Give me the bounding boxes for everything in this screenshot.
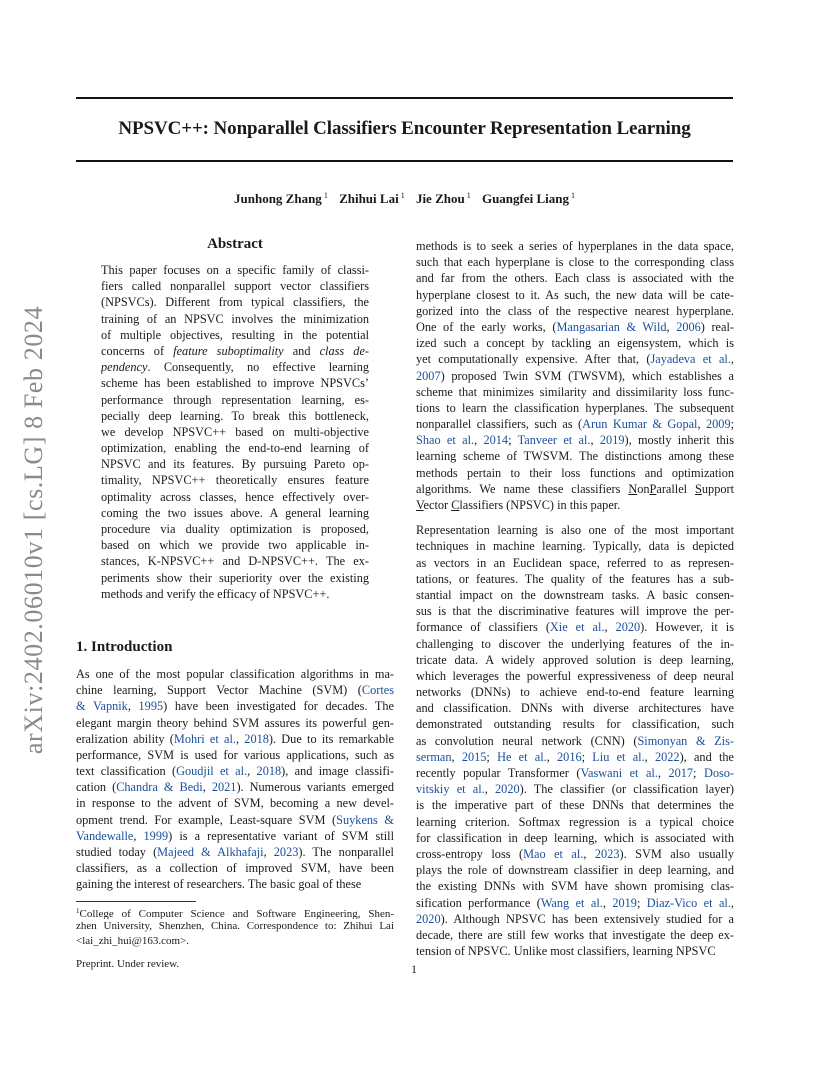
text-run: scheme has been established to improve NPSVCs’ xyxy=(101,376,369,391)
text-run: as vectors in an Euclidean space, referred to as represen- xyxy=(416,555,734,570)
text-run: ector xyxy=(423,498,452,512)
footnote-line: <lai_zhi_hui@163.com>. xyxy=(76,935,189,947)
text-run: methods is to seek a series of hyperplanes in the data space, xyxy=(416,239,734,253)
text-run: and xyxy=(283,343,320,358)
citation-link[interactable]: Jayadeva et al. xyxy=(650,352,731,367)
text-run: ), and image classifi- xyxy=(281,764,394,779)
text-run: , xyxy=(235,731,245,746)
abstract-body xyxy=(101,262,369,602)
text-line xyxy=(76,731,394,747)
citation-link[interactable]: 2006 xyxy=(676,319,701,334)
text-run: optimality across classes, hence effectively over- xyxy=(101,489,369,504)
citation-link[interactable]: serman xyxy=(416,749,452,764)
text-run: fiers called nonparallel support vector classifiers xyxy=(101,279,369,294)
text-run: stantial impact on the downstream tasks. A basic consen- xyxy=(416,587,734,602)
text-run: ; xyxy=(636,895,647,910)
affiliation-marker: 1 xyxy=(400,191,405,200)
text-run: yet computationally expensive. After that, ( xyxy=(416,352,651,367)
text-run: formance of classifiers ( xyxy=(416,620,550,635)
text-run: on xyxy=(637,481,650,496)
citation-link[interactable]: Arun Kumar & Gopal xyxy=(582,417,698,432)
citation-link[interactable]: Vandewalle xyxy=(76,828,134,843)
text-run: plays the role of downstream classifier in deep learning, and xyxy=(416,863,734,878)
text-run: ), mostly inherit this xyxy=(624,433,734,448)
text-line xyxy=(416,733,734,749)
text-run: cross-entropy loss ( xyxy=(416,846,524,861)
acronym-letter: S xyxy=(695,481,702,496)
text-run: procedure via duality optimization is proposed, xyxy=(101,522,369,536)
text-run: and far from the others. Each class is associated with the xyxy=(416,271,734,286)
footnote-rule xyxy=(76,901,196,902)
representation-learning-paragraph xyxy=(416,522,734,959)
text-run: (NPSVCs). Different from typical classifiers, the xyxy=(101,295,369,310)
citation-link[interactable]: 2017 xyxy=(668,766,694,780)
citation-link[interactable]: 2015 xyxy=(461,749,487,764)
text-run: networks (DNNs) to achieve end-to-end feature learning xyxy=(416,685,734,700)
citation-link[interactable]: 2020 xyxy=(615,620,641,635)
text-line xyxy=(416,846,734,862)
text-run: , xyxy=(484,782,496,797)
citation-link[interactable]: 2019 xyxy=(612,895,637,910)
text-run: , xyxy=(263,845,274,859)
text-line xyxy=(416,481,734,497)
text-line xyxy=(416,878,734,894)
text-line xyxy=(416,497,734,513)
text-line xyxy=(416,943,734,959)
text-run: training of an NPSVC involves the minimization xyxy=(101,311,369,326)
text-line xyxy=(76,698,394,714)
text-run: ) have been investigated for decades. The xyxy=(163,699,394,714)
citation-link[interactable]: 2014 xyxy=(483,433,509,448)
text-run: methods and verify the efficacy of NPSVC++. xyxy=(101,586,330,601)
text-line xyxy=(416,522,734,538)
text-run: hyperplane closest to it. As such, the new data will be cate- xyxy=(416,287,734,302)
text-run: , xyxy=(590,433,600,448)
affiliation-footnote xyxy=(76,904,394,949)
left-column xyxy=(76,236,394,893)
citation-link[interactable]: 2019 xyxy=(599,433,625,448)
text-run: ) real- xyxy=(700,319,734,334)
emphasis-text: class de- xyxy=(319,343,369,358)
citation-link[interactable]: 2023 xyxy=(273,845,299,859)
text-line xyxy=(416,555,734,571)
text-line xyxy=(76,715,394,731)
citation-link[interactable]: 2018 xyxy=(244,731,269,746)
text-run: Representation learning is also one of the most important xyxy=(416,523,734,538)
text-line xyxy=(416,538,734,554)
citation-link[interactable]: 2016 xyxy=(557,749,582,764)
text-line xyxy=(416,287,734,303)
text-run: methods pertain to their loss functions and optimization xyxy=(416,465,734,480)
emphasis-text: pendency xyxy=(101,360,148,375)
abstract-heading: Abstract xyxy=(207,236,263,252)
text-run: such that each hyperplane is close to the corresponding class xyxy=(416,255,734,270)
text-run: algorithms. We name these classifiers xyxy=(416,481,629,496)
text-line xyxy=(416,895,734,911)
text-line xyxy=(416,351,734,367)
text-line xyxy=(101,456,369,472)
author-name: Zhihui Lai $^1$ xyxy=(339,191,405,206)
text-line xyxy=(76,747,394,763)
citation-link[interactable]: Chandra & Bedi xyxy=(116,780,203,795)
author-name: Guangfei Liang $^1$ xyxy=(481,191,575,206)
text-run: and classification. DNNs with diverse architectures have xyxy=(416,701,734,716)
text-run: , xyxy=(604,620,616,635)
text-run: , xyxy=(247,764,257,779)
arxiv-identifier-text: arXiv:2402.06010v1 [cs.LG] 8 Feb 2024 xyxy=(19,305,49,755)
text-run: ; xyxy=(730,417,734,432)
text-run: recently popular Transformer ( xyxy=(416,766,581,780)
text-run: scheme that minimizes similarity and dissimilarity loss func- xyxy=(416,384,734,399)
citation-link[interactable]: He et al. xyxy=(497,749,547,764)
text-run: arallel xyxy=(656,481,696,496)
text-run: , xyxy=(583,846,595,861)
text-line xyxy=(416,749,734,765)
arxiv-identifier xyxy=(14,295,54,765)
text-line xyxy=(416,814,734,830)
text-run: demonstrated outstanding results for classification, such xyxy=(416,717,734,732)
text-line xyxy=(416,432,734,448)
text-run: ) proposed Twin SVM (TWSVM), which establishes a xyxy=(440,368,734,383)
text-run: ). Due to its remarkable xyxy=(268,731,394,746)
text-run: cation ( xyxy=(76,780,117,795)
text-run: , xyxy=(644,749,655,764)
text-run: nonparallel classifiers, such as ( xyxy=(416,417,583,432)
text-line xyxy=(101,586,369,602)
text-line xyxy=(76,876,394,892)
text-run: learning scheme of TWSVM. The distinctions among these xyxy=(416,449,734,464)
text-line xyxy=(416,319,734,335)
text-line xyxy=(416,830,734,846)
text-line xyxy=(101,375,369,391)
text-run: learning criterion. Softmax regression is a typical choice xyxy=(416,814,734,829)
text-run: tions to learn the classification hyperplanes. The subsequent xyxy=(416,400,734,415)
text-line xyxy=(76,666,394,682)
text-line xyxy=(76,795,394,811)
text-run: for classification in deep learning, which is associated with xyxy=(416,830,734,845)
text-line xyxy=(416,636,734,652)
text-run: ) is a representative variant of SVM still xyxy=(168,828,394,843)
citation-link[interactable]: & Vapnik xyxy=(76,699,128,714)
text-run: of multiple objectives, resulting in the potential xyxy=(101,327,369,342)
text-run: tension of NPSVC. Unlike most classifiers, learning NPSVC xyxy=(416,944,716,959)
text-line xyxy=(416,400,734,416)
text-run: , xyxy=(657,766,669,780)
citation-link[interactable]: 1995 xyxy=(138,699,164,714)
top-rule xyxy=(76,97,733,99)
text-line xyxy=(76,828,394,844)
text-run: studied today ( xyxy=(76,845,158,859)
text-line xyxy=(416,384,734,400)
text-line xyxy=(416,587,734,603)
text-run: which leverages the powerful expressiveness of deep neural xyxy=(416,668,734,683)
text-run: challenging to discover the underlying features of the in- xyxy=(416,636,734,651)
text-line xyxy=(416,238,734,254)
text-line xyxy=(101,424,369,440)
text-run: text classification ( xyxy=(76,764,177,779)
introduction-paragraph xyxy=(76,666,394,893)
text-line xyxy=(76,779,394,795)
text-line xyxy=(416,619,734,635)
text-run: , xyxy=(697,417,706,432)
author-list xyxy=(76,191,733,207)
text-line xyxy=(101,343,369,359)
text-run: , xyxy=(127,699,139,714)
citation-link[interactable]: 2020 xyxy=(495,782,520,797)
citation-link[interactable]: Cortes xyxy=(361,683,394,698)
citation-link[interactable]: Liu et al. xyxy=(592,749,645,764)
text-line xyxy=(416,416,734,432)
text-line xyxy=(76,682,394,698)
affiliation-marker: 1 xyxy=(323,191,328,200)
nonparallel-methods-paragraph xyxy=(416,238,734,513)
text-run: ). The nonparallel xyxy=(298,845,394,859)
citation-link[interactable]: Tanveer et al. xyxy=(517,433,591,448)
title-bottom-rule xyxy=(76,160,733,162)
text-run: classifiers, as a collection of improved SVM, have been xyxy=(76,861,394,876)
text-line xyxy=(416,862,734,878)
text-line xyxy=(416,368,734,384)
acronym-letter: P xyxy=(649,481,657,496)
citation-link[interactable]: Vaswani et al. xyxy=(580,766,658,780)
citation-link[interactable]: 1999 xyxy=(143,828,169,843)
citation-link[interactable]: Mao et al. xyxy=(523,846,584,861)
citation-link[interactable]: vitskiy et al. xyxy=(416,782,485,797)
acronym-letter: V xyxy=(416,498,424,512)
text-run: , xyxy=(730,895,734,910)
text-line xyxy=(416,448,734,464)
text-line xyxy=(101,327,369,343)
citation-link[interactable]: Simonyan & Zis- xyxy=(637,733,734,748)
right-column xyxy=(416,238,734,959)
text-run: As one of the most popular classification algorithms in ma- xyxy=(76,666,394,681)
citation-link[interactable]: Doso- xyxy=(703,766,734,780)
text-line xyxy=(416,927,734,943)
text-run: ; xyxy=(486,749,498,764)
acronym-letter: N xyxy=(628,481,638,496)
text-run: opment trend. For example, Least-square SVM ( xyxy=(76,812,337,827)
text-line xyxy=(101,408,369,424)
text-run: One of the early works, ( xyxy=(416,319,557,334)
text-line xyxy=(416,571,734,587)
text-run: , xyxy=(730,352,734,367)
text-line xyxy=(416,303,734,319)
text-run: periments show their superiority over the existing xyxy=(101,570,369,585)
citation-link[interactable]: 2018 xyxy=(256,764,282,779)
text-run: timality, NPSVC++ theoretically ensures feature xyxy=(101,473,369,488)
citation-link[interactable]: Xie et al. xyxy=(549,620,605,635)
citation-link[interactable]: Mohri et al. xyxy=(173,731,236,746)
text-run: the existing DNNs with SVM have shown promising clas- xyxy=(416,879,734,894)
text-run: as convolution neural network (CNN) ( xyxy=(416,733,638,748)
citation-link[interactable]: 2007 xyxy=(416,368,441,383)
preprint-note: Preprint. Under review. xyxy=(76,958,180,970)
citation-link[interactable]: Majeed & Alkhafaji xyxy=(157,845,264,859)
text-run: This paper focuses on a specific family of classi- xyxy=(101,263,369,277)
text-run: ). Numerous variants emerged xyxy=(236,780,394,795)
text-run: NPSVC and its features. By pursuing Pareto op- xyxy=(101,457,369,472)
affiliation-marker: 1 xyxy=(466,191,471,200)
text-run: , xyxy=(451,749,462,764)
citation-link[interactable]: Wang et al. xyxy=(540,895,603,910)
text-run: , xyxy=(666,319,677,334)
text-line xyxy=(101,359,369,375)
text-line xyxy=(76,860,394,876)
page-number: 1 xyxy=(411,962,417,976)
citation-link[interactable]: Suykens & xyxy=(336,812,394,827)
citation-link[interactable]: 2020 xyxy=(416,911,441,926)
text-run: , xyxy=(474,433,484,448)
text-run: tations, or features. The quality of the features has a sub- xyxy=(416,571,734,586)
text-run: sus is that the discriminative features will improve the per- xyxy=(416,604,734,619)
citation-link[interactable]: Shao et al. xyxy=(416,433,475,448)
affiliation-marker: 1 xyxy=(571,191,575,200)
text-run: , xyxy=(546,749,558,764)
text-run: sification performance ( xyxy=(416,895,541,910)
text-run: we develop NPSVC++ based on multi-objective xyxy=(101,424,369,439)
text-line xyxy=(416,668,734,684)
citation-link[interactable]: 2009 xyxy=(706,417,731,432)
text-line xyxy=(416,270,734,286)
text-run: ). The classifier (or classification layer) xyxy=(519,782,734,797)
text-line xyxy=(416,781,734,797)
text-line xyxy=(76,763,394,779)
emphasis-text: feature suboptimality xyxy=(173,343,284,358)
text-run: . Consequently, no effective learning xyxy=(147,360,369,375)
text-run: ). However, it is xyxy=(640,620,734,635)
text-run: tricate data. A widely approved solution is deep learning, xyxy=(416,652,734,667)
text-line xyxy=(416,684,734,700)
text-line xyxy=(101,505,369,521)
text-line xyxy=(416,335,734,351)
text-run: performance through representation learning, es- xyxy=(101,392,369,407)
text-line xyxy=(76,812,394,828)
citation-link[interactable]: Goudjil et al. xyxy=(176,764,248,779)
citation-link[interactable]: Diaz-Vico et al. xyxy=(646,895,731,910)
text-line xyxy=(101,294,369,310)
text-run: , xyxy=(202,780,212,795)
text-line xyxy=(101,553,369,569)
text-run: elegant margin theory behind SVM assures its powerful gen- xyxy=(76,715,394,730)
text-line xyxy=(416,700,734,716)
text-run: stances, K-NPSVC++ and D-NPSVC++. The ex- xyxy=(101,554,369,569)
text-run: techniques in machine learning. Typically, data is depicted xyxy=(416,539,734,554)
text-run: based on which we provide two applicable in- xyxy=(101,538,369,553)
text-run: chine learning, Support Vector Machine (SVM) ( xyxy=(76,683,362,698)
footnote-line: $^1$College of Computer Science and Software Engineering, Shen- xyxy=(76,907,394,919)
text-run: performance, SVM is used for various applications, such as xyxy=(76,747,394,762)
text-run: ized such a concept by tackling an eigensystem, which is xyxy=(416,336,734,351)
text-line xyxy=(101,392,369,408)
text-line xyxy=(416,652,734,668)
citation-link[interactable]: Mangasarian & Wild xyxy=(556,319,667,334)
text-line xyxy=(416,465,734,481)
text-line xyxy=(101,570,369,586)
author-name: Junhong Zhang $^1$ xyxy=(234,191,328,206)
text-line xyxy=(101,521,369,537)
text-run: ). Although NPSVC has been extensively studied for a xyxy=(440,911,734,926)
text-run: ; xyxy=(508,433,518,448)
text-run: concerns of xyxy=(101,343,174,358)
text-run: gaining the interest of researchers. The basic goal of these xyxy=(76,877,362,892)
author-name: Jie Zhou $^1$ xyxy=(415,191,471,206)
text-run: ; xyxy=(581,749,593,764)
text-run: is the imperative part of these DNNs that determines the xyxy=(416,798,734,813)
text-line xyxy=(416,254,734,270)
text-line xyxy=(416,603,734,619)
text-run: pecially deep learning. To break this bottleneck, xyxy=(101,408,369,423)
text-line xyxy=(101,311,369,327)
text-run: in response to the advent of SVM, becoming a new devel- xyxy=(76,796,394,811)
acronym-letter: C xyxy=(451,498,460,512)
text-line xyxy=(416,765,734,781)
text-line xyxy=(416,797,734,813)
text-run: decade, there are still few works that investigate the deep ex- xyxy=(416,927,734,942)
text-line xyxy=(101,472,369,488)
text-line xyxy=(101,537,369,553)
text-run: gorized into the class of the respective nearest hyperplane. xyxy=(416,303,734,318)
section-heading-introduction: 1. Introduction xyxy=(76,638,173,655)
text-line xyxy=(101,278,369,294)
text-run: coming the two issues above. A general learning xyxy=(101,505,369,520)
citation-link[interactable]: 2022 xyxy=(654,749,680,764)
text-run: ; xyxy=(693,766,704,780)
paragraph-gap xyxy=(416,513,734,522)
text-line xyxy=(416,911,734,927)
text-line xyxy=(416,716,734,732)
citation-link[interactable]: 2023 xyxy=(594,846,620,861)
text-run: optimization, enabling the end-to-end learning of xyxy=(101,441,369,456)
text-line xyxy=(101,440,369,456)
text-run: ). SVM also usually xyxy=(619,846,734,861)
text-run: , xyxy=(602,895,613,910)
text-run: eralization ability ( xyxy=(76,731,174,746)
text-line xyxy=(76,844,394,860)
footnote-line: zhen University, Shenzhen, China. Correspondence to: Zhihui Lai xyxy=(76,920,394,932)
text-run: upport xyxy=(701,481,734,496)
text-run: , xyxy=(133,828,144,843)
text-line xyxy=(101,262,369,278)
citation-link[interactable]: 2021 xyxy=(211,780,237,795)
text-line xyxy=(101,489,369,505)
paper-title: NPSVC++: Nonparallel Classifiers Encounter Representation Learning xyxy=(118,118,691,139)
text-run: lassifiers (NPSVC) in this paper. xyxy=(459,498,621,512)
text-run: ), and the xyxy=(679,749,734,764)
